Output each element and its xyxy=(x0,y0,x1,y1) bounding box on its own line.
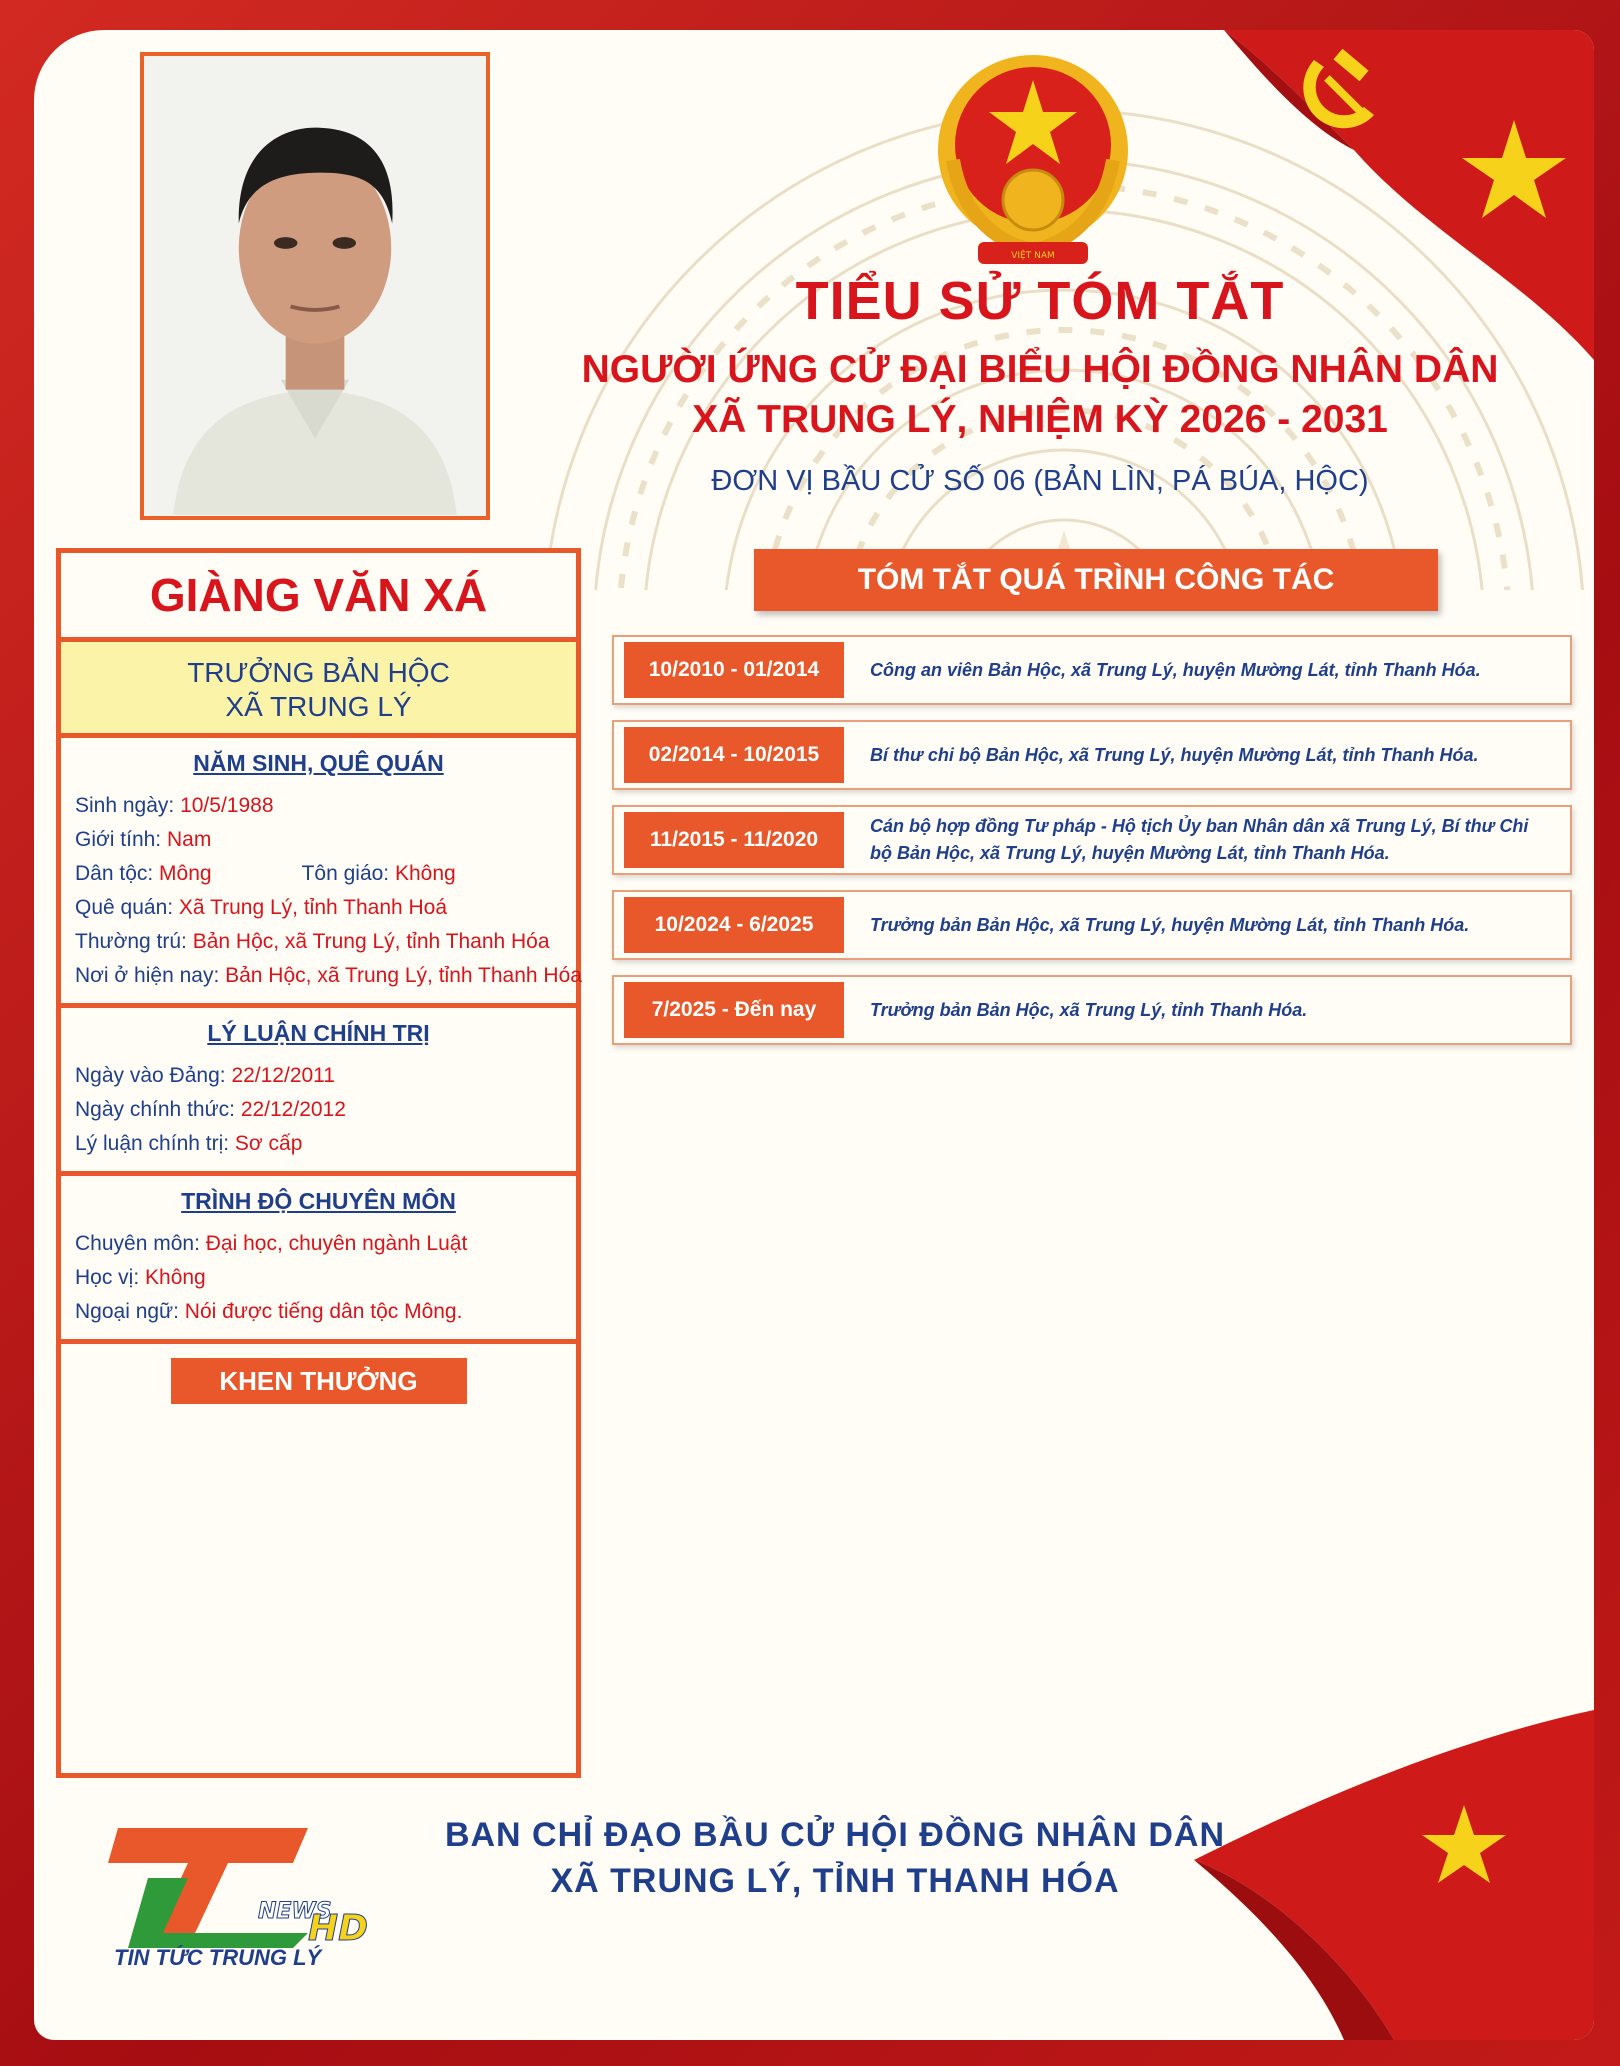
join-label: Ngày vào Đảng: xyxy=(75,1064,232,1087)
career-description: Trưởng bản Bản Hộc, xã Trung Lý, huyện Mường Lát, tỉnh Thanh Hóa. xyxy=(870,914,1470,935)
residence-label: Thường trú: xyxy=(75,930,193,953)
politics-heading: LÝ LUẬN CHÍNH TRỊ xyxy=(207,1020,430,1046)
career-description: Bí thư chi bộ Bản Hộc, xã Trung Lý, huyện Mường Lát, tỉnh Thanh Hóa. xyxy=(870,744,1479,765)
career-period: 7/2025 - Đến nay xyxy=(624,982,844,1038)
politics-section xyxy=(61,1008,576,1176)
logo-caption: TIN TỨC TRUNG LÝ xyxy=(114,1945,322,1970)
degree-label: Học vị: xyxy=(75,1266,146,1289)
dob-value: 10/5/1988 xyxy=(180,794,274,817)
birth-section xyxy=(61,738,582,1008)
expertise-heading: TRÌNH ĐỘ CHUYÊN MÔN xyxy=(181,1188,456,1214)
birth-heading: NĂM SINH, QUÊ QUÁN xyxy=(193,750,444,776)
position-line-2: XÃ TRUNG LÝ xyxy=(225,691,412,722)
candidate-position xyxy=(61,642,576,738)
career-period: 10/2010 - 01/2014 xyxy=(624,642,844,698)
footer-line-1: BAN CHỈ ĐẠO BẦU CỬ HỘI ĐỒNG NHÂN DÂN xyxy=(444,1816,1226,1854)
ethnic-label: Dân tộc: xyxy=(75,862,160,885)
lang-label: Ngoại ngữ: xyxy=(75,1300,185,1323)
career-item xyxy=(612,975,1572,1045)
career-description: Cán bộ hợp đồng Tư pháp - Hộ tịch Ủy ban Nhân dân xã Trung Lý, Bí thư Chi bộ Bản Hộc, xã Trung Lý, huyện Mường Lát, tỉnh Thanh Hóa. xyxy=(870,816,1529,863)
subtitle-line-2: XÃ TRUNG LÝ, NHIỆM KỲ 2026 - 2031 xyxy=(692,398,1388,441)
logo-news-text: NEWS xyxy=(258,1899,332,1924)
join-value: 22/12/2011 xyxy=(231,1064,335,1087)
current-address-row xyxy=(75,959,582,993)
candidate-info-panel xyxy=(56,548,581,1778)
dob-label: Sinh ngày: xyxy=(75,794,181,817)
degree-row xyxy=(75,1261,562,1295)
career-period: 02/2014 - 10/2015 xyxy=(624,727,844,783)
official-row xyxy=(75,1093,562,1127)
theory-row xyxy=(75,1127,562,1161)
career-item xyxy=(612,890,1572,960)
major-value: Đại học, chuyên ngành Luật xyxy=(205,1232,468,1255)
religion-label: Tôn giáo: xyxy=(301,862,395,885)
current-value: Bản Hộc, xã Trung Lý, tỉnh Thanh Hóa xyxy=(225,964,582,987)
career-item xyxy=(612,720,1572,790)
national-emblem xyxy=(933,50,1133,270)
ethnic-value: Mông xyxy=(159,862,212,885)
gender-label: Giới tính: xyxy=(75,828,167,851)
page-subtitle xyxy=(520,345,1560,445)
hometown-row xyxy=(75,891,562,925)
footer-organization xyxy=(420,1812,1250,1904)
candidate-photo xyxy=(140,52,490,520)
theory-label: Lý luận chính trị: xyxy=(75,1132,235,1155)
career-item xyxy=(612,805,1572,875)
gender-row xyxy=(75,823,562,857)
career-period: 10/2024 - 6/2025 xyxy=(624,897,844,953)
major-row xyxy=(75,1227,562,1261)
theory-value: Sơ cấp xyxy=(234,1132,303,1155)
national-flag-ribbon xyxy=(1194,1710,1594,2040)
residence-value: Bản Hộc, xã Trung Lý, tỉnh Thanh Hóa xyxy=(192,930,550,953)
page-title: TIỂU SỬ TÓM TẮT xyxy=(795,271,1285,331)
official-label: Ngày chính thức: xyxy=(75,1098,241,1121)
ethnic-religion-row xyxy=(75,857,562,891)
hometown-label: Quê quán: xyxy=(75,896,179,919)
current-label: Nơi ở hiện nay: xyxy=(75,964,226,987)
hometown-value: Xã Trung Lý, tỉnh Thanh Hoá xyxy=(178,896,448,919)
religion-value: Không xyxy=(394,862,456,885)
career-period: 11/2015 - 11/2020 xyxy=(624,812,844,868)
official-value: 22/12/2012 xyxy=(240,1098,346,1121)
position-line-1: TRƯỞNG BẢN HỘC xyxy=(187,657,450,688)
electoral-unit: ĐƠN VỊ BẦU CỬ SỐ 06 (BẢN LÌN, PÁ BÚA, HỘC) xyxy=(711,465,1369,497)
join-row xyxy=(75,1059,562,1093)
awards-heading: KHEN THƯỞNG xyxy=(171,1358,467,1404)
career-description: Trưởng bản Bản Hộc, xã Trung Lý, tỉnh Thanh Hóa. xyxy=(870,999,1308,1020)
candidate-name: GIÀNG VĂN XÁ xyxy=(61,553,576,642)
lang-value: Nói được tiếng dân tộc Mông. xyxy=(184,1300,463,1323)
svg-text:VIỆT NAM: VIỆT NAM xyxy=(1011,251,1055,261)
career-item xyxy=(612,635,1572,705)
language-row xyxy=(75,1295,562,1329)
degree-value: Không xyxy=(145,1266,206,1289)
footer-line-2: XÃ TRUNG LÝ, TỈNH THANH HÓA xyxy=(550,1862,1120,1900)
career-description: Công an viên Bản Hộc, xã Trung Lý, huyện Mường Lát, tỉnh Thanh Hóa. xyxy=(870,659,1481,680)
gender-value: Nam xyxy=(166,828,212,851)
residence-row xyxy=(75,925,562,959)
major-label: Chuyên môn: xyxy=(75,1232,206,1255)
subtitle-line-1: NGƯỜI ỨNG CỬ ĐẠI BIỂU HỘI ĐỒNG NHÂN DÂN xyxy=(581,348,1499,391)
expertise-section xyxy=(61,1176,576,1344)
dob-row xyxy=(75,789,562,823)
career-heading: TÓM TẮT QUÁ TRÌNH CÔNG TÁC xyxy=(754,549,1438,611)
logo-hd-text: HD xyxy=(308,1908,369,1949)
